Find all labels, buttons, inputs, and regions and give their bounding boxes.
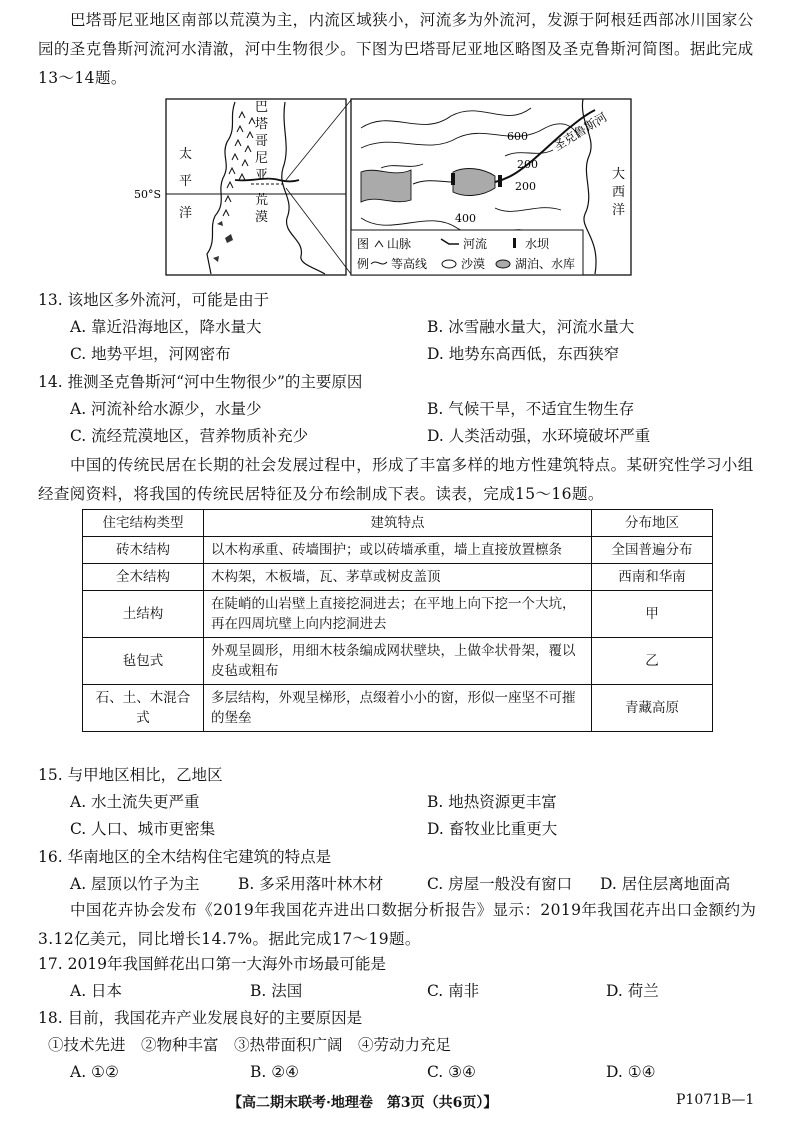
svg-text:巴: 巴 (255, 100, 269, 115)
q17-option-c: C. 南非 (427, 982, 480, 1000)
intro-paragraph-2: 中国的传统民居在长期的社会发展过程中，形成了丰富多样的地方性建筑特点。某研究性学习小组经查阅资料，将我国的传统民居特征及分布绘制成下表。读表，完成15～16题。 (38, 456, 754, 503)
footer-title: 【高二期末联考·地理卷 第3页（共6页）】 (228, 1095, 498, 1111)
svg-text:大: 大 (612, 167, 626, 182)
q13-option-b: B. 冰雪融水量大，河流水量大 (427, 318, 635, 336)
svg-text:洋: 洋 (612, 203, 626, 218)
q18-option-a: A. ①② (70, 1063, 119, 1081)
q18-items: ①技术先进 ②物种丰富 ③热带面积广阔 ④劳动力充足 (48, 1036, 452, 1054)
q14-stem: 14. 推测圣克鲁斯河“河中生物很少”的主要原因 (38, 373, 363, 391)
svg-text:600: 600 (507, 130, 528, 143)
svg-text:水坝: 水坝 (525, 237, 550, 251)
table-row: 砖木结构 以木构承重、砖墙围护；或以砖墙承重，墙上直接放置檩条 全国普遍分布 (83, 537, 713, 564)
svg-text:漠: 漠 (255, 210, 269, 225)
footer-code: P1071B—1 (676, 1092, 755, 1108)
q14-option-a: A. 河流补给水源少，水量少 (70, 400, 262, 418)
svg-text:200: 200 (515, 180, 536, 193)
q18-option-c: C. ③④ (427, 1063, 476, 1081)
q15-stem: 15. 与甲地区相比，乙地区 (38, 766, 223, 784)
patagonia-map-figure (134, 98, 633, 280)
q14-option-b: B. 气候干旱，不适宜生物生存 (427, 400, 635, 418)
svg-text:塔: 塔 (255, 117, 269, 132)
q15-option-b: B. 地热资源更丰富 (427, 793, 557, 811)
q18-stem: 18. 目前，我国花卉产业发展良好的主要原因是 (38, 1009, 363, 1027)
q17-option-b: B. 法国 (250, 982, 303, 1000)
lake-legend-icon (496, 260, 510, 268)
q14-option-c: C. 流经荒漠地区，营养物质补充少 (70, 427, 309, 445)
q16-option-c: C. 房屋一般没有窗口 (427, 875, 573, 893)
table-header-row: 住宅结构类型 建筑特点 分布地区 (83, 510, 713, 537)
svg-text:图: 图 (357, 237, 370, 251)
q13-option-d: D. 地势东高西低，东西狭窄 (427, 345, 620, 363)
svg-text:等高线: 等高线 (391, 257, 428, 271)
q17-stem: 17. 2019年我国鲜花出口第一大海外市场最可能是 (38, 955, 387, 973)
q16-option-d: D. 居住层离地面高 (600, 875, 731, 893)
svg-text:例: 例 (357, 257, 370, 271)
svg-text:洋: 洋 (179, 206, 193, 221)
table-row: 全木结构 木构架，木板墙，瓦、茅草或树皮盖顶 西南和华南 (83, 564, 713, 591)
q16-option-b: B. 多采用落叶林木材 (238, 875, 384, 893)
q16-option-a: A. 屋顶以竹子为主 (70, 875, 200, 893)
intro-paragraph-1: 巴塔哥尼亚地区南部以荒漠为主，内流区域狭小，河流多为外流河，发源于阿根廷西部冰川国家公园的圣克鲁斯河流河水清澈，河中生物很少。下图为巴塔哥尼亚地区略图及圣克鲁斯河简图。据此完成13～14题。 (38, 11, 754, 87)
table-row: 石、土、木混合式 多层结构，外观呈梯形，点缀着小小的窗，形似一座坚不可摧的堡垒 青藏高原 (83, 685, 713, 732)
q18-option-b: B. ②④ (250, 1063, 300, 1081)
q13-option-a: A. 靠近沿海地区，降水量大 (70, 318, 262, 336)
svg-text:荒: 荒 (255, 193, 269, 208)
svg-text:亚: 亚 (255, 168, 269, 183)
q15-option-c: C. 人口、城市更密集 (70, 820, 216, 838)
svg-text:湖泊、水库: 湖泊、水库 (515, 257, 576, 271)
dwelling-table (82, 509, 713, 732)
svg-text:太: 太 (179, 147, 193, 162)
dam-legend-icon (513, 238, 516, 248)
q17-option-a: A. 日本 (70, 982, 123, 1000)
table-row: 土结构 在陡峭的山岩壁上直接挖洞进去；在平地上向下挖一个大坑，再在四周坑壁上向内挖洞进去 甲 (83, 591, 713, 638)
q14-option-d: D. 人类活动强，水环境破坏严重 (427, 427, 651, 445)
svg-text:尼: 尼 (255, 151, 269, 166)
desert-legend-icon (442, 260, 456, 268)
q16-stem: 16. 华南地区的全木结构住宅建筑的特点是 (38, 848, 332, 866)
svg-text:200: 200 (517, 158, 538, 171)
svg-text:哥: 哥 (255, 134, 269, 149)
svg-text:西: 西 (612, 185, 626, 200)
q15-option-a: A. 水土流失更严重 (70, 793, 200, 811)
svg-text:平: 平 (179, 174, 193, 189)
q13-stem: 13. 该地区多外流河，可能是由于 (38, 291, 270, 309)
svg-text:圣克鲁斯河: 圣克鲁斯河 (551, 109, 610, 154)
intro-paragraph-3: 中国花卉协会发布《2019年我国花卉进出口数据分析报告》显示：2019年我国花卉出口金额约为3.12亿美元，同比增长14.7%。据此完成17～19题。 (38, 901, 757, 948)
table-row: 毡包式 外观呈圆形，用细木枝条编成网状壁块，上做伞状骨架，覆以皮毡或粗布 乙 (83, 638, 713, 685)
q18-option-d: D. ①④ (606, 1063, 656, 1081)
svg-text:沙漠: 沙漠 (461, 257, 486, 271)
lat-50s-label: 50°S (134, 188, 162, 201)
svg-text:河流: 河流 (463, 237, 488, 251)
q17-option-d: D. 荷兰 (606, 982, 659, 1000)
svg-text:山脉: 山脉 (387, 237, 412, 251)
q13-option-c: C. 地势平坦，河网密布 (70, 345, 231, 363)
q15-option-d: D. 畜牧业比重更大 (427, 820, 558, 838)
svg-text:400: 400 (455, 212, 476, 225)
